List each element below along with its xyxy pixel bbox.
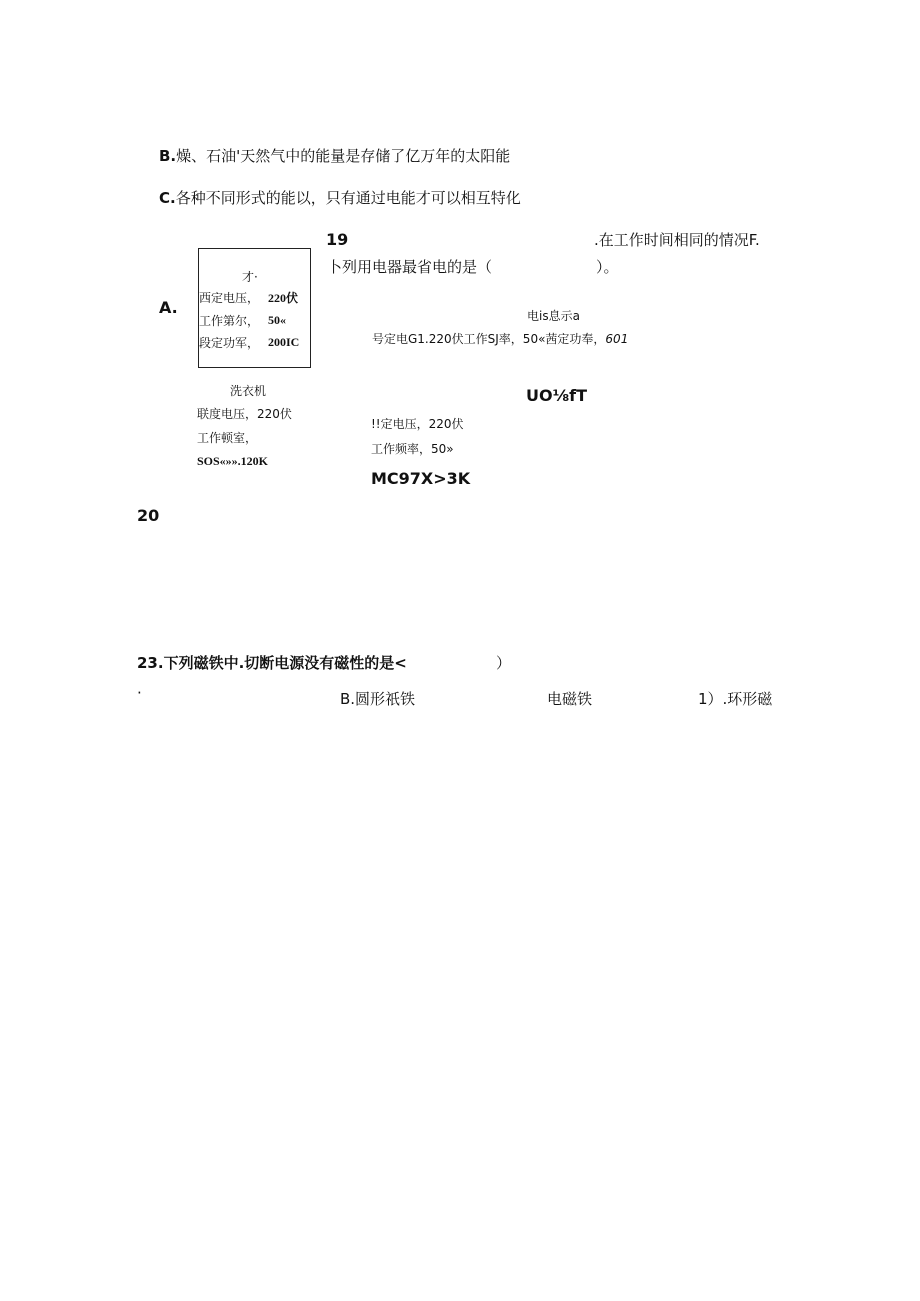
q23-option-a: · — [137, 684, 142, 702]
q18-option-b — [159, 149, 510, 164]
nameplate-row2-label: 工作第尔， — [199, 314, 260, 328]
q19-stem-line2: 卜列用电器最省电的是（ — [327, 258, 493, 276]
q18-option-b-letter: B. — [159, 147, 177, 165]
washer-line3: SOS«»».120K — [197, 454, 269, 468]
q23-option-c: 电磁铁 — [547, 690, 593, 708]
q18-option-c — [159, 191, 521, 206]
washer-line2: 工作顿室， — [197, 431, 258, 445]
q23-option-b: B.圆形祇铁 — [340, 690, 416, 708]
q18-option-c-text: 各种不同形式的能以，只有通过电能才可以相互特化 — [175, 189, 521, 207]
nameplate-box — [198, 248, 311, 368]
nameplate-row1-value: 220伏 — [268, 291, 299, 305]
right-top-line — [372, 333, 628, 345]
q23-stem-text: 23.下列磁铁中.切断电源没有磁性的是< — [137, 654, 407, 672]
right-top-line-tail: 601 — [605, 332, 629, 346]
q23-option-d: 1）.环形磁 — [698, 690, 773, 708]
q19-stem-close: ）。 — [596, 258, 619, 276]
right-bottom-line2: 工作频率，50» — [371, 442, 454, 456]
right-top-line-text: 号定电G1.220伏工作SJ率，50«茜定功奉， — [372, 332, 606, 346]
nameplate-row1-label: 西定电压， — [199, 291, 260, 305]
nameplate-title: 才· — [242, 270, 258, 284]
q19-number: 19 — [326, 230, 349, 249]
nameplate-row3-label: 段定功军， — [199, 336, 260, 350]
q23-stem-close: ） — [496, 654, 512, 672]
q19-stem-right: .在工作时间相同的情况F. — [594, 231, 760, 249]
right-bottom-title: UO⅛fT — [526, 386, 588, 405]
washer-line1: 联度电压，220伏 — [197, 407, 292, 421]
nameplate-row3-value: 200IC — [268, 335, 300, 349]
q20-number: 20 — [137, 506, 160, 525]
q18-option-c-letter: C. — [159, 189, 176, 207]
nameplate-row2-value: 50« — [268, 313, 286, 327]
q18-option-b-text: 燥、石油'天然气中的能量是存储了亿万年的太阳能 — [176, 147, 511, 165]
washer-title: 洗衣机 — [230, 384, 267, 398]
right-bottom-line3: MC97X>3K — [371, 469, 471, 488]
q23-stem — [137, 656, 407, 671]
right-bottom-line1: !!定电压，220伏 — [371, 417, 464, 431]
q19-option-a-letter: A. — [159, 298, 178, 317]
right-top-title: 电is息示a — [527, 309, 580, 323]
